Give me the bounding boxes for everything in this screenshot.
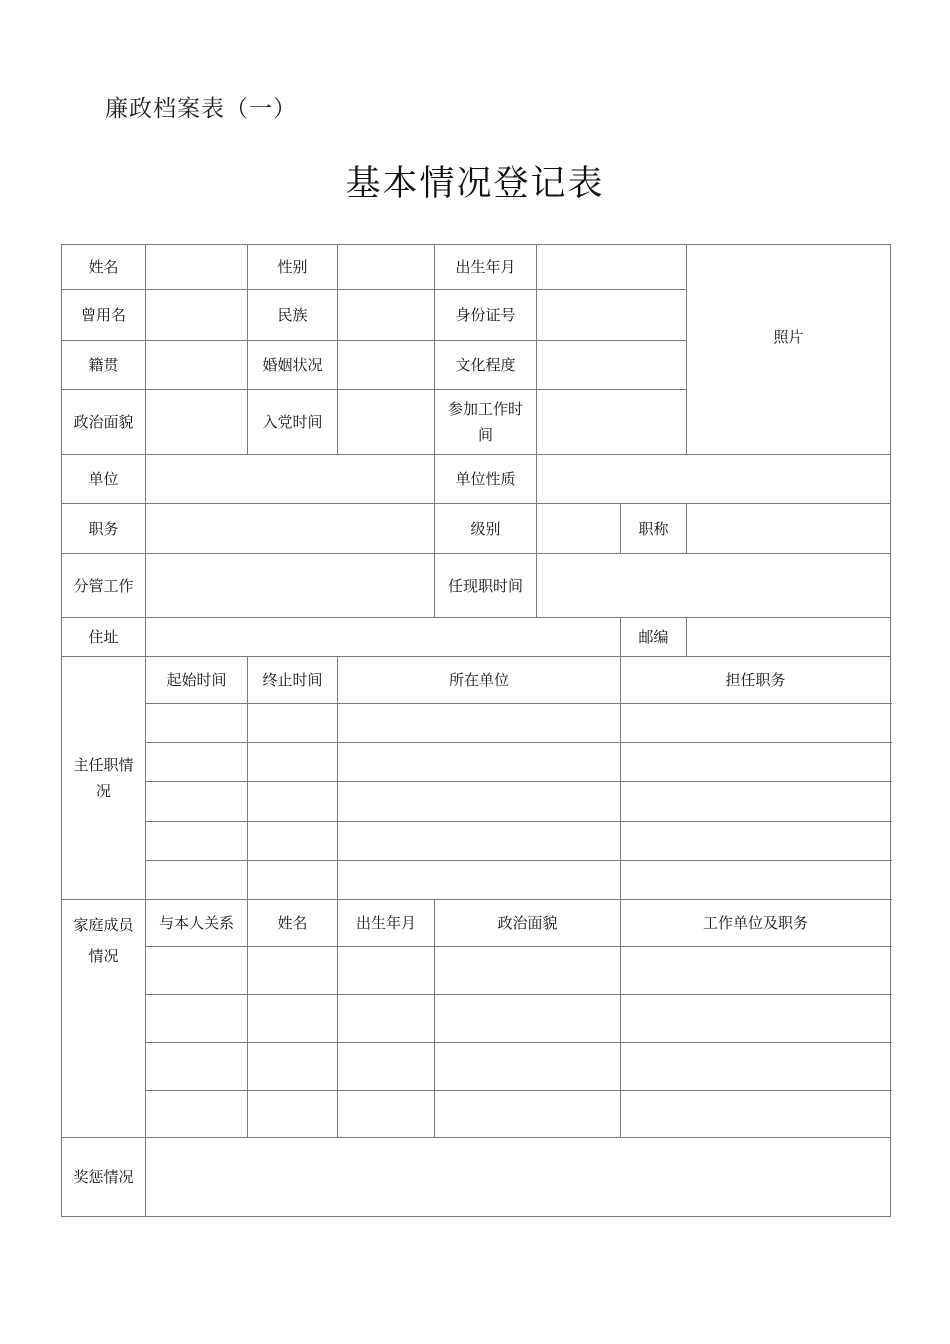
career-cell[interactable]	[248, 861, 338, 900]
former-name-field[interactable]	[146, 290, 248, 341]
address-label: 住址	[62, 618, 146, 657]
native-place-label: 籍贯	[62, 341, 146, 390]
career-cell[interactable]	[146, 822, 248, 861]
political-status-field[interactable]	[146, 390, 248, 455]
family-header-work: 工作单位及职务	[621, 900, 891, 947]
family-cell[interactable]	[435, 1043, 621, 1091]
family-cell[interactable]	[248, 947, 338, 995]
family-cell[interactable]	[146, 995, 248, 1043]
postcode-label: 邮编	[621, 618, 687, 657]
name-field[interactable]	[146, 245, 248, 290]
rewards-label: 奖惩情况	[62, 1138, 146, 1217]
family-label-line1: 家庭成员	[73, 916, 134, 934]
family-cell[interactable]	[621, 1091, 891, 1138]
career-cell[interactable]	[338, 861, 621, 900]
career-header-start: 起始时间	[146, 657, 248, 704]
career-header-post: 担任职务	[621, 657, 891, 704]
responsibility-field[interactable]	[146, 554, 435, 618]
grade-field[interactable]	[537, 504, 621, 554]
grade-label: 级别	[435, 504, 537, 554]
work-start-time-label	[435, 390, 537, 455]
career-cell[interactable]	[248, 782, 338, 822]
id-number-label: 身份证号	[435, 290, 537, 341]
family-cell[interactable]	[435, 1091, 621, 1138]
former-name-label: 曾用名	[62, 290, 146, 341]
family-cell[interactable]	[435, 947, 621, 995]
family-label-line2: 情况	[88, 947, 119, 965]
family-cell[interactable]	[621, 995, 891, 1043]
marital-status-field[interactable]	[338, 341, 435, 390]
family-header-political: 政治面貌	[435, 900, 621, 947]
career-cell[interactable]	[146, 782, 248, 822]
political-status-label: 政治面貌	[62, 390, 146, 455]
current-post-time-label: 任现职时间	[435, 554, 537, 618]
career-label-line1: 主任职情	[73, 756, 134, 774]
unit-nature-field[interactable]	[537, 455, 891, 504]
family-header-name: 姓名	[248, 900, 338, 947]
family-cell[interactable]	[248, 1091, 338, 1138]
title-label: 职称	[621, 504, 687, 554]
ethnicity-field[interactable]	[338, 290, 435, 341]
native-place-field[interactable]	[146, 341, 248, 390]
ethnicity-label: 民族	[248, 290, 338, 341]
family-cell[interactable]	[338, 1043, 435, 1091]
address-field[interactable]	[146, 618, 621, 657]
position-label: 职务	[62, 504, 146, 554]
unit-label: 单位	[62, 455, 146, 504]
family-cell[interactable]	[248, 1043, 338, 1091]
career-cell[interactable]	[146, 704, 248, 743]
family-cell[interactable]	[338, 1091, 435, 1138]
document-label: 廉政档案表（一）	[105, 96, 297, 122]
party-join-time-label: 入党时间	[248, 390, 338, 455]
document-title: 基本情况登记表	[345, 164, 605, 204]
family-cell[interactable]	[435, 995, 621, 1043]
work-start-time-field[interactable]	[537, 390, 687, 455]
family-cell[interactable]	[621, 947, 891, 995]
career-cell[interactable]	[146, 861, 248, 900]
current-post-time-field[interactable]	[537, 554, 891, 618]
photo-label: 照片	[773, 327, 804, 346]
gender-label: 性别	[248, 245, 338, 290]
family-cell[interactable]	[248, 995, 338, 1043]
career-cell[interactable]	[338, 782, 621, 822]
family-header-birth: 出生年月	[338, 900, 435, 947]
career-cell[interactable]	[248, 743, 338, 782]
education-field[interactable]	[537, 341, 687, 390]
career-cell[interactable]	[621, 743, 891, 782]
career-header-end: 终止时间	[248, 657, 338, 704]
marital-status-label: 婚姻状况	[248, 341, 338, 390]
family-cell[interactable]	[621, 1043, 891, 1091]
birth-field[interactable]	[537, 245, 687, 290]
party-join-time-field[interactable]	[338, 390, 435, 455]
career-cell[interactable]	[338, 743, 621, 782]
family-cell[interactable]	[338, 947, 435, 995]
family-cell[interactable]	[338, 995, 435, 1043]
work-start-time-label-line1: 参加工作时	[447, 400, 523, 418]
position-field[interactable]	[146, 504, 435, 554]
career-cell[interactable]	[621, 861, 891, 900]
photo-box[interactable]	[687, 245, 891, 455]
id-number-field[interactable]	[537, 290, 687, 341]
family-cell[interactable]	[146, 1091, 248, 1138]
unit-nature-label: 单位性质	[435, 455, 537, 504]
family-cell[interactable]	[146, 1043, 248, 1091]
gender-field[interactable]	[338, 245, 435, 290]
name-label: 姓名	[62, 245, 146, 290]
career-label-line2: 况	[95, 782, 111, 800]
career-cell[interactable]	[621, 704, 891, 743]
career-cell[interactable]	[338, 822, 621, 861]
career-cell[interactable]	[146, 743, 248, 782]
career-cell[interactable]	[338, 704, 621, 743]
education-label: 文化程度	[435, 341, 537, 390]
family-cell[interactable]	[146, 947, 248, 995]
work-start-time-label-line2: 间	[477, 426, 493, 444]
career-cell[interactable]	[621, 822, 891, 861]
career-cell[interactable]	[248, 822, 338, 861]
career-section-label	[62, 657, 146, 900]
rewards-field[interactable]	[146, 1138, 891, 1217]
family-header-relation: 与本人关系	[146, 900, 248, 947]
career-cell[interactable]	[621, 782, 891, 822]
postcode-field[interactable]	[687, 618, 891, 657]
registration-form-table	[61, 244, 891, 1217]
family-section-label	[62, 900, 146, 1138]
responsibility-label: 分管工作	[62, 554, 146, 618]
title-field[interactable]	[687, 504, 891, 554]
birth-label: 出生年月	[435, 245, 537, 290]
career-header-unit: 所在单位	[338, 657, 621, 704]
career-cell[interactable]	[248, 704, 338, 743]
unit-field[interactable]	[146, 455, 435, 504]
